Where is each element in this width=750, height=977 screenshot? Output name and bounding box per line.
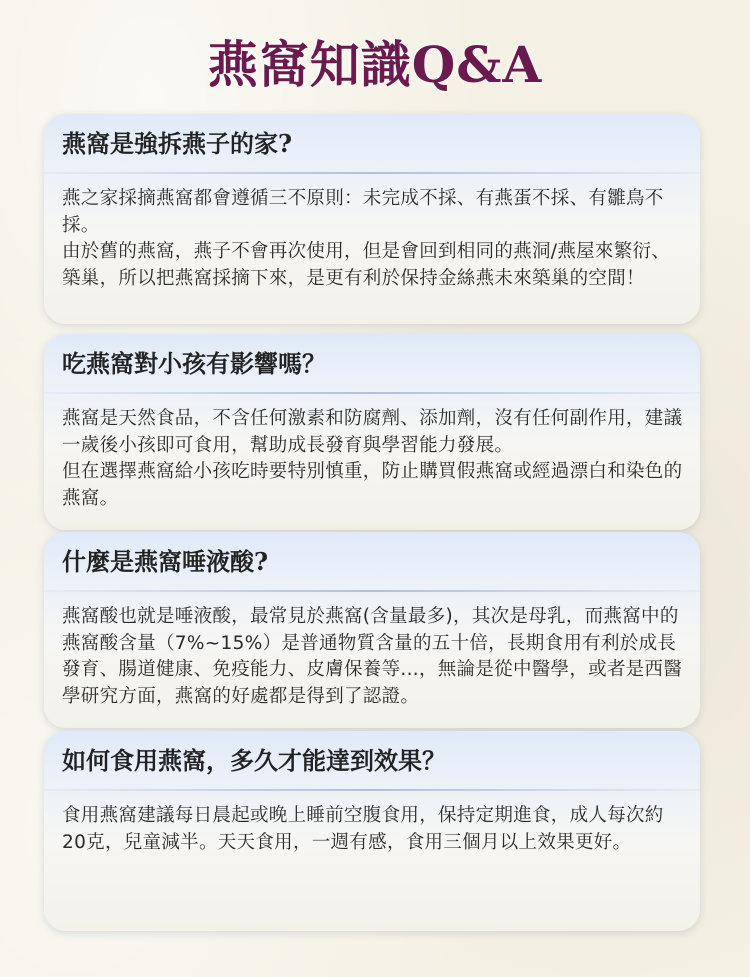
question-heading: 什麼是燕窩唾液酸? <box>62 547 269 576</box>
divider <box>44 590 700 592</box>
answer-text <box>62 186 686 292</box>
answer-paragraph: 但在選擇燕窩給小孩吃時要特別慎重，防止購買假燕窩或經過漂白和染色的燕窩。 <box>62 461 683 509</box>
answer-paragraph: 食用燕窩建議每日晨起或晚上睡前空腹食用，保持定期進食，成人每次約20克，兒童減半。天天食用，一週有感，食用三個月以上效果更好。 <box>62 805 664 853</box>
qa-card-consumption <box>44 731 700 931</box>
qa-card-children <box>44 334 700 530</box>
question-heading: 吃燕窩對小孩有影響嗎？ <box>62 349 326 378</box>
question-heading: 燕窩是強拆燕子的家? <box>62 129 293 158</box>
answer-text <box>62 604 686 710</box>
question-heading: 如何食用燕窩，多久才能達到效果？ <box>62 746 446 775</box>
answer-paragraph: 燕窩酸也就是唾液酸，最常見於燕窩(含量最多)，其次是母乳，而燕窩中的燕窩酸含量（7%~15%）是普通物質含量的五十倍，長期食用有利於成長發育、腸道健康、免疫能力、皮膚保養等...，無論是從中醫學，或者是西醫學研究方面，燕窩的好處都是得到了認證。 <box>62 606 683 707</box>
answer-paragraph: 燕之家採摘燕窩都會遵循三不原則：未完成不採、有燕蛋不採、有雛鳥不採。 <box>62 188 664 236</box>
divider <box>44 392 700 394</box>
divider <box>44 789 700 791</box>
page-title: 燕窩知識Q&A <box>207 35 543 94</box>
divider <box>44 172 700 174</box>
answer-text <box>62 406 686 512</box>
qa-card-sialic-acid <box>44 532 700 728</box>
answer-paragraph: 燕窩是天然食品，不含任何激素和防腐劑、添加劑，沒有任何副作用，建議一歲後小孩即可食用，幫助成長發育與學習能力發展。 <box>62 408 683 456</box>
qa-card-nest-harvesting <box>44 114 700 324</box>
answer-paragraph: 由於舊的燕窩，燕子不會再次使用，但是會回到相同的燕洞/燕屋來繁衍、築巢，所以把燕窩採摘下來，是更有利於保持金絲燕未來築巢的空間！ <box>62 241 671 289</box>
answer-text <box>62 803 686 856</box>
